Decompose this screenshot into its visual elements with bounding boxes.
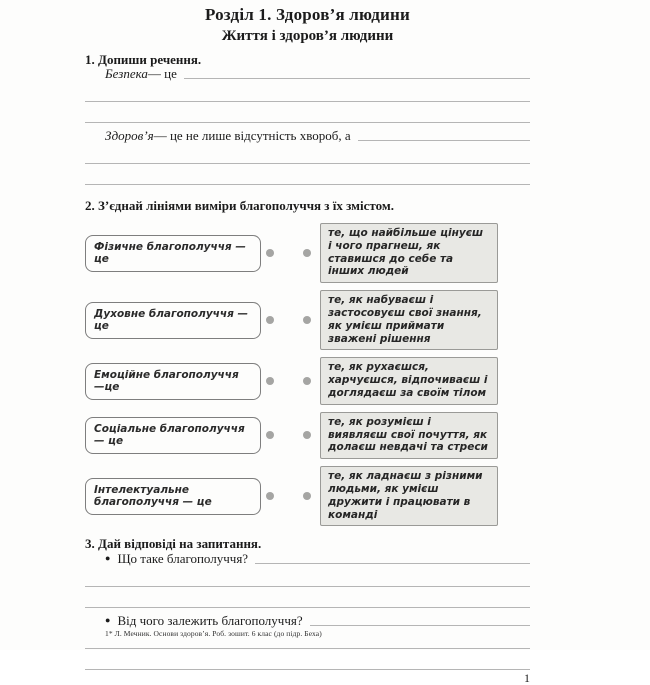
footnote: 1* Л. Мечник. Основи здоров’я. Роб. зошит. 6 клас (до підр. Беха) [105, 629, 322, 638]
match-row [85, 223, 530, 283]
sentence-row [105, 123, 530, 143]
match-left-box: Інтелектуальне благополуччя — це [85, 478, 261, 515]
write-line [85, 649, 530, 670]
sentence-text: — це [147, 66, 177, 81]
write-line [85, 587, 530, 608]
task2-header: 2. З’єднай лініями виміри благополуччя з їх змістом. [85, 198, 394, 213]
sentence-term: Безпека [105, 66, 148, 81]
page-number: 1 [524, 671, 530, 685]
match-right-box: те, що найбільше цінуєш і чого прагнеш, як ставишся до себе та інших людей [320, 223, 498, 283]
write-line [255, 563, 530, 564]
match-row [85, 357, 530, 404]
connector-dot-right [303, 316, 311, 324]
match-left-box: Емоційне благополуччя —це [85, 363, 261, 400]
sentence-term: Здоров’я [105, 128, 154, 143]
write-line [85, 164, 530, 185]
page-title: Розділ 1. Здоров’я людини [204, 5, 411, 24]
connector-dot-left [266, 249, 274, 257]
connector-dot-right [303, 249, 311, 257]
match-right-box: те, як розумієш і виявляєш свої почуття, як долаєш невдачі та стреси [320, 412, 498, 459]
match-right-box: те, як ладнаєш з різними людьми, як умієш дружити і працювати в команді [320, 466, 498, 526]
match-right-box: те, як рухаєшся, харчуєшся, відпочиваєш і доглядаєш за своїм тілом [320, 357, 498, 404]
page-subtitle: Життя і здоров’я людини [221, 28, 394, 44]
write-line [310, 625, 530, 626]
question-row [105, 608, 530, 628]
question-text: Від чого залежить благополуччя? [117, 613, 303, 629]
write-line [85, 81, 530, 102]
sentence-text: — це не лише відсутність хвороб, а [153, 128, 351, 143]
write-line [85, 102, 530, 123]
match-right-box: те, як набуваєш і застосовуєш свої знання, як умієш приймати зважені рішення [320, 290, 498, 350]
bullet-icon: ● [105, 553, 111, 564]
task1-header: 1. Допиши речення. [85, 52, 202, 67]
match-row [85, 466, 530, 526]
match-left-box: Духовне благополуччя — це [85, 302, 261, 339]
matching-exercise [85, 223, 530, 526]
bullet-icon: ● [105, 615, 111, 626]
connector-dot-left [266, 377, 274, 385]
write-line [85, 143, 530, 164]
question-text: Що таке благополуччя? [117, 551, 249, 567]
write-line [358, 140, 530, 141]
write-line [85, 566, 530, 587]
connector-dot-left [266, 431, 274, 439]
connector-dot-right [303, 377, 311, 385]
match-row [85, 290, 530, 350]
match-left-box: Соціальне благополуччя — це [85, 417, 261, 454]
connector-dot-left [266, 316, 274, 324]
match-left-box: Фізичне благополуччя — це [85, 235, 261, 272]
connector-dot-right [303, 431, 311, 439]
connector-dot-left [266, 492, 274, 500]
write-line [184, 78, 530, 79]
question-row [105, 551, 530, 566]
match-row [85, 412, 530, 459]
connector-dot-right [303, 492, 311, 500]
sentence-row [105, 67, 530, 81]
task3-header: 3. Дай відповіді на запитання. [85, 536, 262, 552]
